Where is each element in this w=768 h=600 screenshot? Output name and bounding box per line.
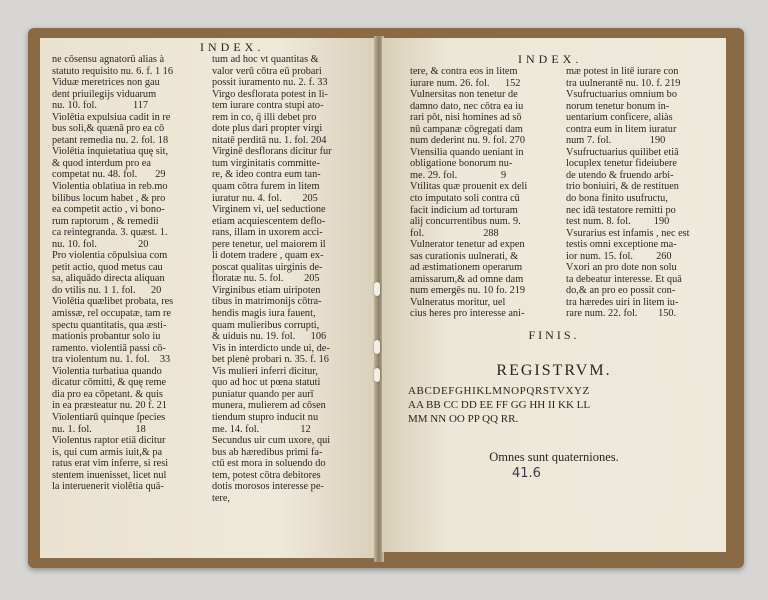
index-line: rari pōt, nisi homines ad sō: [410, 112, 522, 124]
left-page: [40, 38, 378, 558]
index-line: tra uulnerantē nu. 10. f. 219: [566, 77, 681, 89]
index-line: Violētia inquietatiua quę sit,: [52, 146, 169, 158]
index-line: do bona finito usufructu,: [566, 193, 668, 205]
registrum-line-1: ABCDEFGHIKLMNOPQRSTVXYZ: [408, 385, 590, 397]
index-line: poscat qualitas uirginis de-: [212, 261, 323, 273]
index-line: num 7. fol. 190: [566, 135, 666, 147]
index-line: Vulnersitas non tenetur de: [410, 89, 518, 101]
registrum-line-3: MM NN OO PP QQ RR.: [408, 413, 519, 425]
index-line: dotis morosos interesse pe-: [212, 481, 324, 493]
index-line: la interuenerit violētia quā-: [52, 481, 164, 493]
index-line: me. 29. fol. 9: [410, 169, 507, 181]
index-line: damno dato, nec cōtra ea iu: [410, 100, 524, 112]
index-line: ctū est mora in soluendo do: [212, 458, 326, 470]
index-line: Pro violentia cōpulsiua com: [52, 250, 168, 262]
index-line: testis omni exceptione ma-: [566, 239, 677, 251]
index-line: nu. 10. fol. 117: [52, 100, 149, 112]
index-line: dia pro ea cōpetant. & quis: [52, 388, 163, 400]
index-line: quam cōtra furem in litem: [212, 181, 320, 193]
index-line: valor verū cōtra eū probari: [212, 65, 322, 77]
index-line: bet plenè probari n. 35. f. 16: [212, 354, 329, 366]
binding-stitch: [374, 282, 380, 296]
index-line: competat nu. 48. fol. 29: [52, 169, 166, 181]
index-line: alij concurrentibus num. 9.: [410, 216, 521, 228]
index-line: trio boniuiri, & de restituen: [566, 181, 679, 193]
index-line: sas curationis uulnerati, &: [410, 250, 519, 262]
index-line: cius heres pro interesse ani-: [410, 308, 525, 320]
index-line: re, & ideo contra eum tan-: [212, 169, 321, 181]
index-line: Vsufructuarius omnium bo: [566, 89, 677, 101]
index-line: stentem inuenisset, licet nul: [52, 469, 167, 481]
index-line: dote plus dari propter virgi: [212, 123, 323, 135]
index-line: Vulneratus moritur, uel: [410, 296, 506, 308]
binding-stitch: [374, 368, 380, 382]
index-line: ior num. 15. fol. 260: [566, 250, 672, 262]
index-line: quo ad hoc ut pœna statuti: [212, 377, 321, 389]
index-line: Vulnerator tenetur ad expen: [410, 239, 525, 251]
index-line: Violētia expulsiua cadit in re: [52, 111, 171, 123]
index-line: tra violentum nu. 1. fol. 33: [52, 354, 171, 366]
index-line: in ea præsteatur nu. 20 f. 21: [52, 400, 167, 412]
index-line: amissarum,& ad omne dam: [410, 273, 524, 285]
index-line: nitatē perditā nu. 1. fol. 204: [212, 134, 327, 146]
index-line: num emergēs nu. 10 fo. 219: [410, 285, 526, 297]
index-line: etiam acquiescentem deflo-: [212, 215, 326, 227]
index-line: ea competit actio , vi bono-: [52, 204, 165, 216]
index-line: tem, potest cōtra debitores: [212, 469, 321, 481]
index-line: dent priuilegijs viduarum: [52, 88, 157, 100]
index-line: tem iurare contra stupi ato-: [212, 100, 324, 112]
index-line: Vis mulieri inferri dicitur,: [212, 365, 318, 377]
index-line: amissæ, rel occupatæ, tam re: [52, 308, 171, 320]
index-line: munera, mulierem ad cōsen: [212, 400, 326, 412]
index-line: ta debeatur interesse. Et quā: [566, 273, 682, 285]
finis-label: FINIS.: [528, 328, 580, 342]
index-line: rum raptorum , & remedii: [52, 215, 159, 227]
index-line: & quod interdum pro ea: [52, 157, 151, 169]
index-line: mationis probantur solo iu: [52, 331, 161, 343]
index-line: do,& an pro eo possit con-: [566, 285, 676, 297]
right-column-2: [566, 66, 690, 320]
index-line: nū campanæ cōgregati dam: [410, 123, 523, 135]
index-line: ne cōsensu agnatorū alias à: [52, 54, 165, 65]
binding-stitch: [374, 340, 380, 354]
index-line: test num. 8. fol. 190: [566, 216, 670, 228]
index-line: quam mulieribus corrupti,: [212, 319, 320, 331]
index-line: me. 14. fol. 12: [212, 423, 311, 435]
index-line: sa, aliquādo directa aliquan: [52, 273, 165, 285]
index-line: do vtilis nu. 1 1. fol. 20: [52, 284, 162, 296]
index-line: Vsurarius est infamis , nec est: [566, 227, 690, 239]
index-line: Violentiarū quinque ſpecies: [52, 411, 166, 423]
index-line: iurare num. 26. fol. 152: [410, 77, 521, 89]
index-line: num dederint nu. 9. fol. 270: [410, 135, 525, 147]
index-line: mæ potest in litē iurare con: [566, 66, 679, 77]
index-line: rare num. 22. fol. 150.: [566, 308, 677, 320]
index-line: & uiduis nu. 19. fol. 106: [212, 331, 327, 343]
index-line: cto imputato soli contra cū: [410, 193, 520, 205]
quaterniones-note: Omnes sunt quaterniones.: [489, 450, 619, 464]
index-line: floratæ nu. 5. fol. 205: [212, 273, 320, 285]
index-line: tiendum stupro inducit nu: [212, 411, 319, 423]
index-line: tum ad hoc vt quantitas &: [212, 54, 319, 65]
right-page-header: INDEX.: [518, 52, 583, 66]
left-column-1: [52, 54, 173, 493]
index-line: iuratur nu. 4. fol. 205: [212, 192, 318, 204]
index-line: locuplex tenetur fideiubere: [566, 158, 677, 170]
index-line: statuto requisito nu. 6. f. 1 16: [52, 65, 173, 77]
index-line: Vsufructuarius quilibet etiā: [566, 146, 679, 158]
index-line: spectu quantitatis, qua æsti-: [52, 319, 167, 331]
index-line: obligatione bonorum nu-: [410, 158, 513, 170]
index-line: ca reintegranda. 3. quæst. 1.: [52, 227, 168, 239]
index-line: puniatur quando per aurī: [212, 388, 314, 400]
index-line: de utendo & fruendo arbi-: [566, 169, 674, 181]
index-line: Violentia oblatiua in reb.mo: [52, 181, 168, 193]
handwritten-note: 41.6: [512, 466, 541, 481]
index-line: ad æstimationem operarum: [410, 262, 523, 274]
index-line: ratus erat vim inferre, si resi: [52, 458, 169, 470]
index-line: Virginem vi, uel seductione: [212, 204, 326, 216]
index-line: nu. 10. fol. 20: [52, 238, 149, 250]
index-line: pere tenetur, uel maiorem il: [212, 238, 326, 250]
index-line: tra hæredes uiri in litem iu-: [566, 296, 679, 308]
index-line: tere,: [212, 492, 231, 504]
index-line: bilibus locum habet , & pro: [52, 192, 166, 204]
index-line: Virginibus etiam uiripoten: [212, 284, 321, 296]
right-page: [382, 38, 726, 552]
index-line: is, qui cum armis iuit,& pa: [52, 446, 163, 458]
registrum-line-2: AA BB CC DD EE FF GG HH II KK LL: [408, 399, 591, 411]
index-line: Vis in interdicto unde ui, de-: [212, 342, 330, 354]
index-line: rem in co, q̄ illi debet pro: [212, 111, 317, 123]
index-line: Vxori an pro dote non solu: [566, 262, 677, 274]
left-column-2: [212, 54, 332, 504]
index-line: norum tenetur bonum in-: [566, 100, 670, 112]
index-line: hendis magis iura fauent,: [212, 308, 316, 320]
index-line: bus ab hæredibus primi fa-: [212, 446, 323, 458]
index-line: uentarium conficere, aliàs: [566, 112, 673, 124]
index-line: Virgo desflorata potest in li-: [212, 88, 328, 100]
right-column-1: [410, 66, 527, 320]
index-line: facit indicium ad torturam: [410, 204, 518, 216]
index-line: tibus in matrimonijs cōtra-: [212, 296, 322, 308]
index-line: Viduæ meretrices non gau: [52, 77, 160, 89]
index-line: Violentus raptor etiā dicitur: [52, 435, 166, 447]
index-line: contra eum in litem iuratur: [566, 123, 677, 135]
index-line: ramento. violentiā passi cō-: [52, 342, 166, 354]
left-page-header: INDEX.: [200, 40, 265, 54]
index-line: possit iuramento nu. 2. f. 33: [212, 77, 328, 89]
index-line: Vtensilia quando ueniant in: [410, 146, 524, 158]
index-line: Violētia quælibet probata, res: [52, 296, 174, 308]
index-line: petant remedia nu. 2. fol. 18: [52, 134, 169, 146]
index-line: Violentia turbatiua quando: [52, 365, 162, 377]
index-line: tum virginitatis committe-: [212, 157, 320, 169]
index-line: nu. 1. fol. 18: [52, 423, 146, 435]
index-line: dicatur cōmitti, & quę reme: [52, 377, 167, 389]
index-line: petit actio, quod metus cau: [52, 261, 163, 273]
index-line: fol. 288: [410, 227, 499, 239]
index-line: Vtilitas quæ prouenit ex deli: [410, 181, 528, 193]
index-line: nec idā testatore remitti po: [566, 204, 676, 216]
index-line: Virginē desflorans dicitur fur: [212, 146, 332, 158]
registrum-title: REGISTRVM.: [496, 362, 612, 379]
index-line: rans, illam in uxorem acci-: [212, 227, 323, 239]
index-line: tere, & contra eos in litem: [410, 66, 518, 77]
index-line: li dotem tradere , quam ex-: [212, 250, 324, 262]
index-line: bus soli,& quænā pro ea cō: [52, 123, 165, 135]
index-line: Secundus uir cum uxore, qui: [212, 435, 331, 447]
